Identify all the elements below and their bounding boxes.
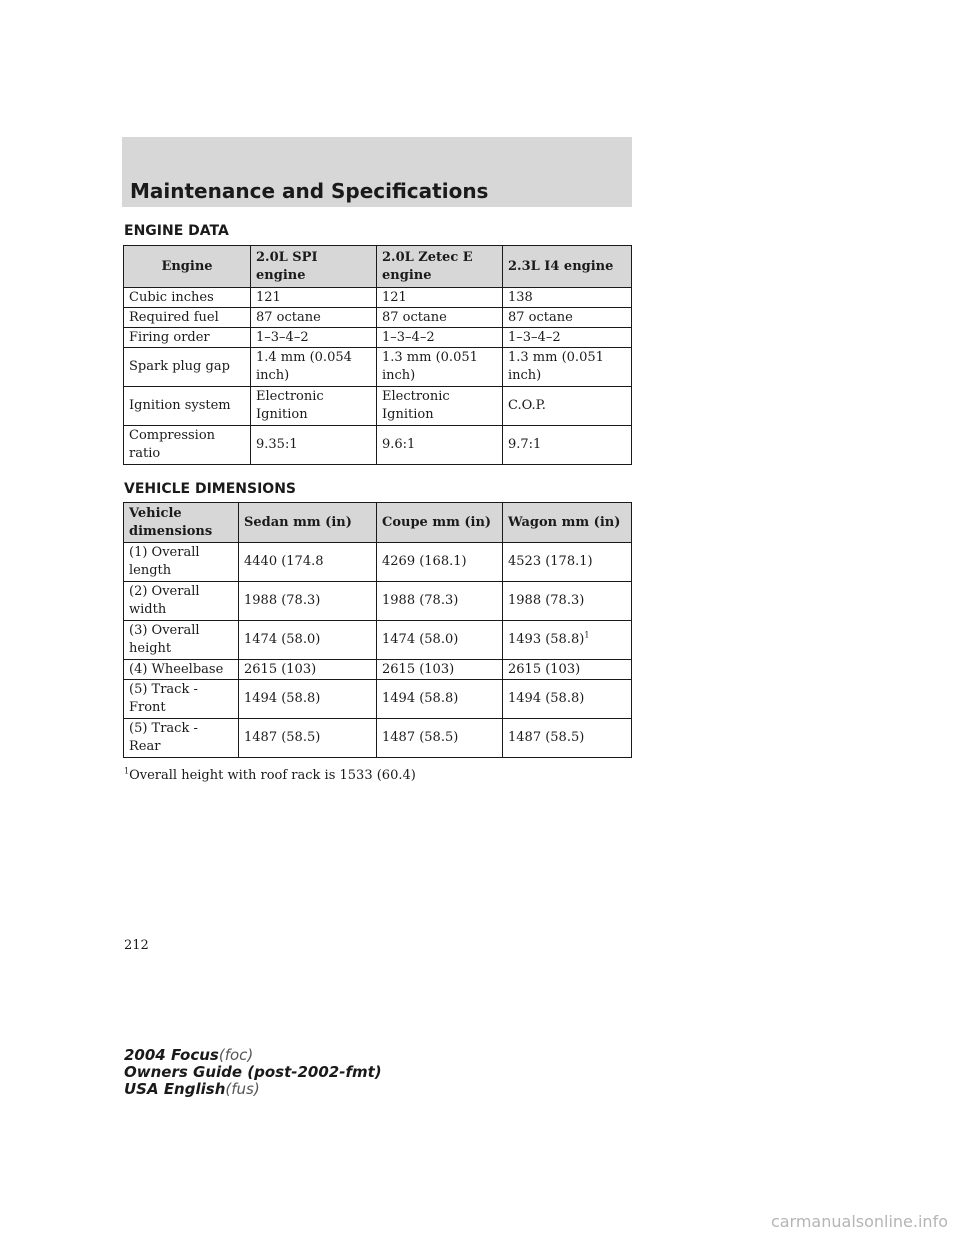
table-cell: (5) Track - Rear bbox=[124, 719, 239, 758]
table-cell bbox=[503, 621, 632, 660]
footnote-marker: 1 bbox=[584, 630, 590, 640]
footer-line bbox=[124, 1047, 382, 1064]
table-cell: Electronic Ignition bbox=[377, 387, 503, 426]
table-cell: 9.7:1 bbox=[503, 426, 632, 465]
table-row bbox=[124, 660, 632, 680]
table-row bbox=[124, 680, 632, 719]
table-row bbox=[124, 387, 632, 426]
table-cell: (4) Wheelbase bbox=[124, 660, 239, 680]
footnote-marker: 1 bbox=[124, 766, 130, 776]
footer-language: USA English bbox=[124, 1080, 226, 1098]
footer-line bbox=[124, 1081, 382, 1098]
column-header: Wagon mm (in) bbox=[503, 503, 632, 543]
table-cell: 138 bbox=[503, 288, 632, 308]
footnote-text: Overall height with roof rack is 1533 (60.4) bbox=[129, 768, 416, 783]
footer-model: 2004 Focus bbox=[124, 1046, 219, 1064]
table-cell: Required fuel bbox=[124, 308, 251, 328]
table-row bbox=[124, 582, 632, 621]
cell-value: 1493 (58.8) bbox=[508, 632, 585, 647]
table-cell: 1.3 mm (0.051 inch) bbox=[503, 348, 632, 387]
table-header-row bbox=[124, 246, 632, 288]
table-cell: 87 octane bbox=[377, 308, 503, 328]
table-row bbox=[124, 426, 632, 465]
table-cell: 1–3–4–2 bbox=[503, 328, 632, 348]
table-cell: Electronic Ignition bbox=[251, 387, 377, 426]
table-cell: 9.35:1 bbox=[251, 426, 377, 465]
table-cell: C.O.P. bbox=[503, 387, 632, 426]
table-cell: 4269 (168.1) bbox=[377, 543, 503, 582]
document-footer bbox=[124, 1047, 382, 1098]
column-header: Coupe mm (in) bbox=[377, 503, 503, 543]
table-cell: Spark plug gap bbox=[124, 348, 251, 387]
table-cell: (5) Track - Front bbox=[124, 680, 239, 719]
section-title: Maintenance and Specifications bbox=[130, 179, 489, 203]
table-row bbox=[124, 328, 632, 348]
table-cell: 1494 (58.8) bbox=[377, 680, 503, 719]
table-cell: 2615 (103) bbox=[503, 660, 632, 680]
table-cell: 1.3 mm (0.051 inch) bbox=[377, 348, 503, 387]
column-header: 2.0L SPI engine bbox=[251, 246, 377, 288]
table-cell: Firing order bbox=[124, 328, 251, 348]
table-cell: 121 bbox=[377, 288, 503, 308]
table-cell: 1474 (58.0) bbox=[377, 621, 503, 660]
section-header bbox=[122, 137, 632, 207]
table-row bbox=[124, 308, 632, 328]
table-row bbox=[124, 621, 632, 660]
footer-model-code: (foc) bbox=[218, 1046, 254, 1064]
column-header: 2.3L I4 engine bbox=[503, 246, 632, 288]
table-cell: (2) Overall width bbox=[124, 582, 239, 621]
footnote bbox=[124, 768, 416, 783]
page-number: 212 bbox=[124, 938, 149, 953]
footer-guide: Owners Guide (post-2002-fmt) bbox=[124, 1063, 382, 1081]
vehicle-dimensions-table bbox=[123, 502, 632, 758]
table-cell: 1988 (78.3) bbox=[239, 582, 377, 621]
table-cell: 1494 (58.8) bbox=[239, 680, 377, 719]
table-row bbox=[124, 348, 632, 387]
engine-data-table bbox=[123, 245, 632, 465]
table-cell: 1487 (58.5) bbox=[377, 719, 503, 758]
footer-language-code: (fus) bbox=[225, 1080, 260, 1098]
table-cell: 1988 (78.3) bbox=[503, 582, 632, 621]
table-cell: (1) Overall length bbox=[124, 543, 239, 582]
table-cell: 121 bbox=[251, 288, 377, 308]
table-cell: 87 octane bbox=[503, 308, 632, 328]
table-cell: 2615 (103) bbox=[239, 660, 377, 680]
table-row bbox=[124, 288, 632, 308]
table-cell: Compression ratio bbox=[124, 426, 251, 465]
vehicle-dimensions-heading: VEHICLE DIMENSIONS bbox=[124, 481, 296, 497]
table-cell: 1.4 mm (0.054 inch) bbox=[251, 348, 377, 387]
table-cell: 9.6:1 bbox=[377, 426, 503, 465]
column-header: Vehicle dimensions bbox=[124, 503, 239, 543]
engine-data-heading: ENGINE DATA bbox=[124, 223, 229, 239]
table-row bbox=[124, 719, 632, 758]
footer-line bbox=[124, 1064, 382, 1081]
table-cell: 1–3–4–2 bbox=[377, 328, 503, 348]
table-cell: (3) Overall height bbox=[124, 621, 239, 660]
table-cell: 87 octane bbox=[251, 308, 377, 328]
table-cell: 1494 (58.8) bbox=[503, 680, 632, 719]
watermark: carmanualsonline.info bbox=[770, 1212, 948, 1231]
table-cell: 2615 (103) bbox=[377, 660, 503, 680]
table-cell: 1487 (58.5) bbox=[239, 719, 377, 758]
table-cell: 1988 (78.3) bbox=[377, 582, 503, 621]
table-header-row bbox=[124, 503, 632, 543]
table-cell: 1487 (58.5) bbox=[503, 719, 632, 758]
column-header: 2.0L Zetec E engine bbox=[377, 246, 503, 288]
table-cell: Ignition system bbox=[124, 387, 251, 426]
table-cell: 1–3–4–2 bbox=[251, 328, 377, 348]
column-header: Sedan mm (in) bbox=[239, 503, 377, 543]
column-header: Engine bbox=[124, 246, 251, 288]
table-cell: Cubic inches bbox=[124, 288, 251, 308]
table-cell: 4523 (178.1) bbox=[503, 543, 632, 582]
table-cell: 1474 (58.0) bbox=[239, 621, 377, 660]
table-cell: 4440 (174.8 bbox=[239, 543, 377, 582]
table-row bbox=[124, 543, 632, 582]
